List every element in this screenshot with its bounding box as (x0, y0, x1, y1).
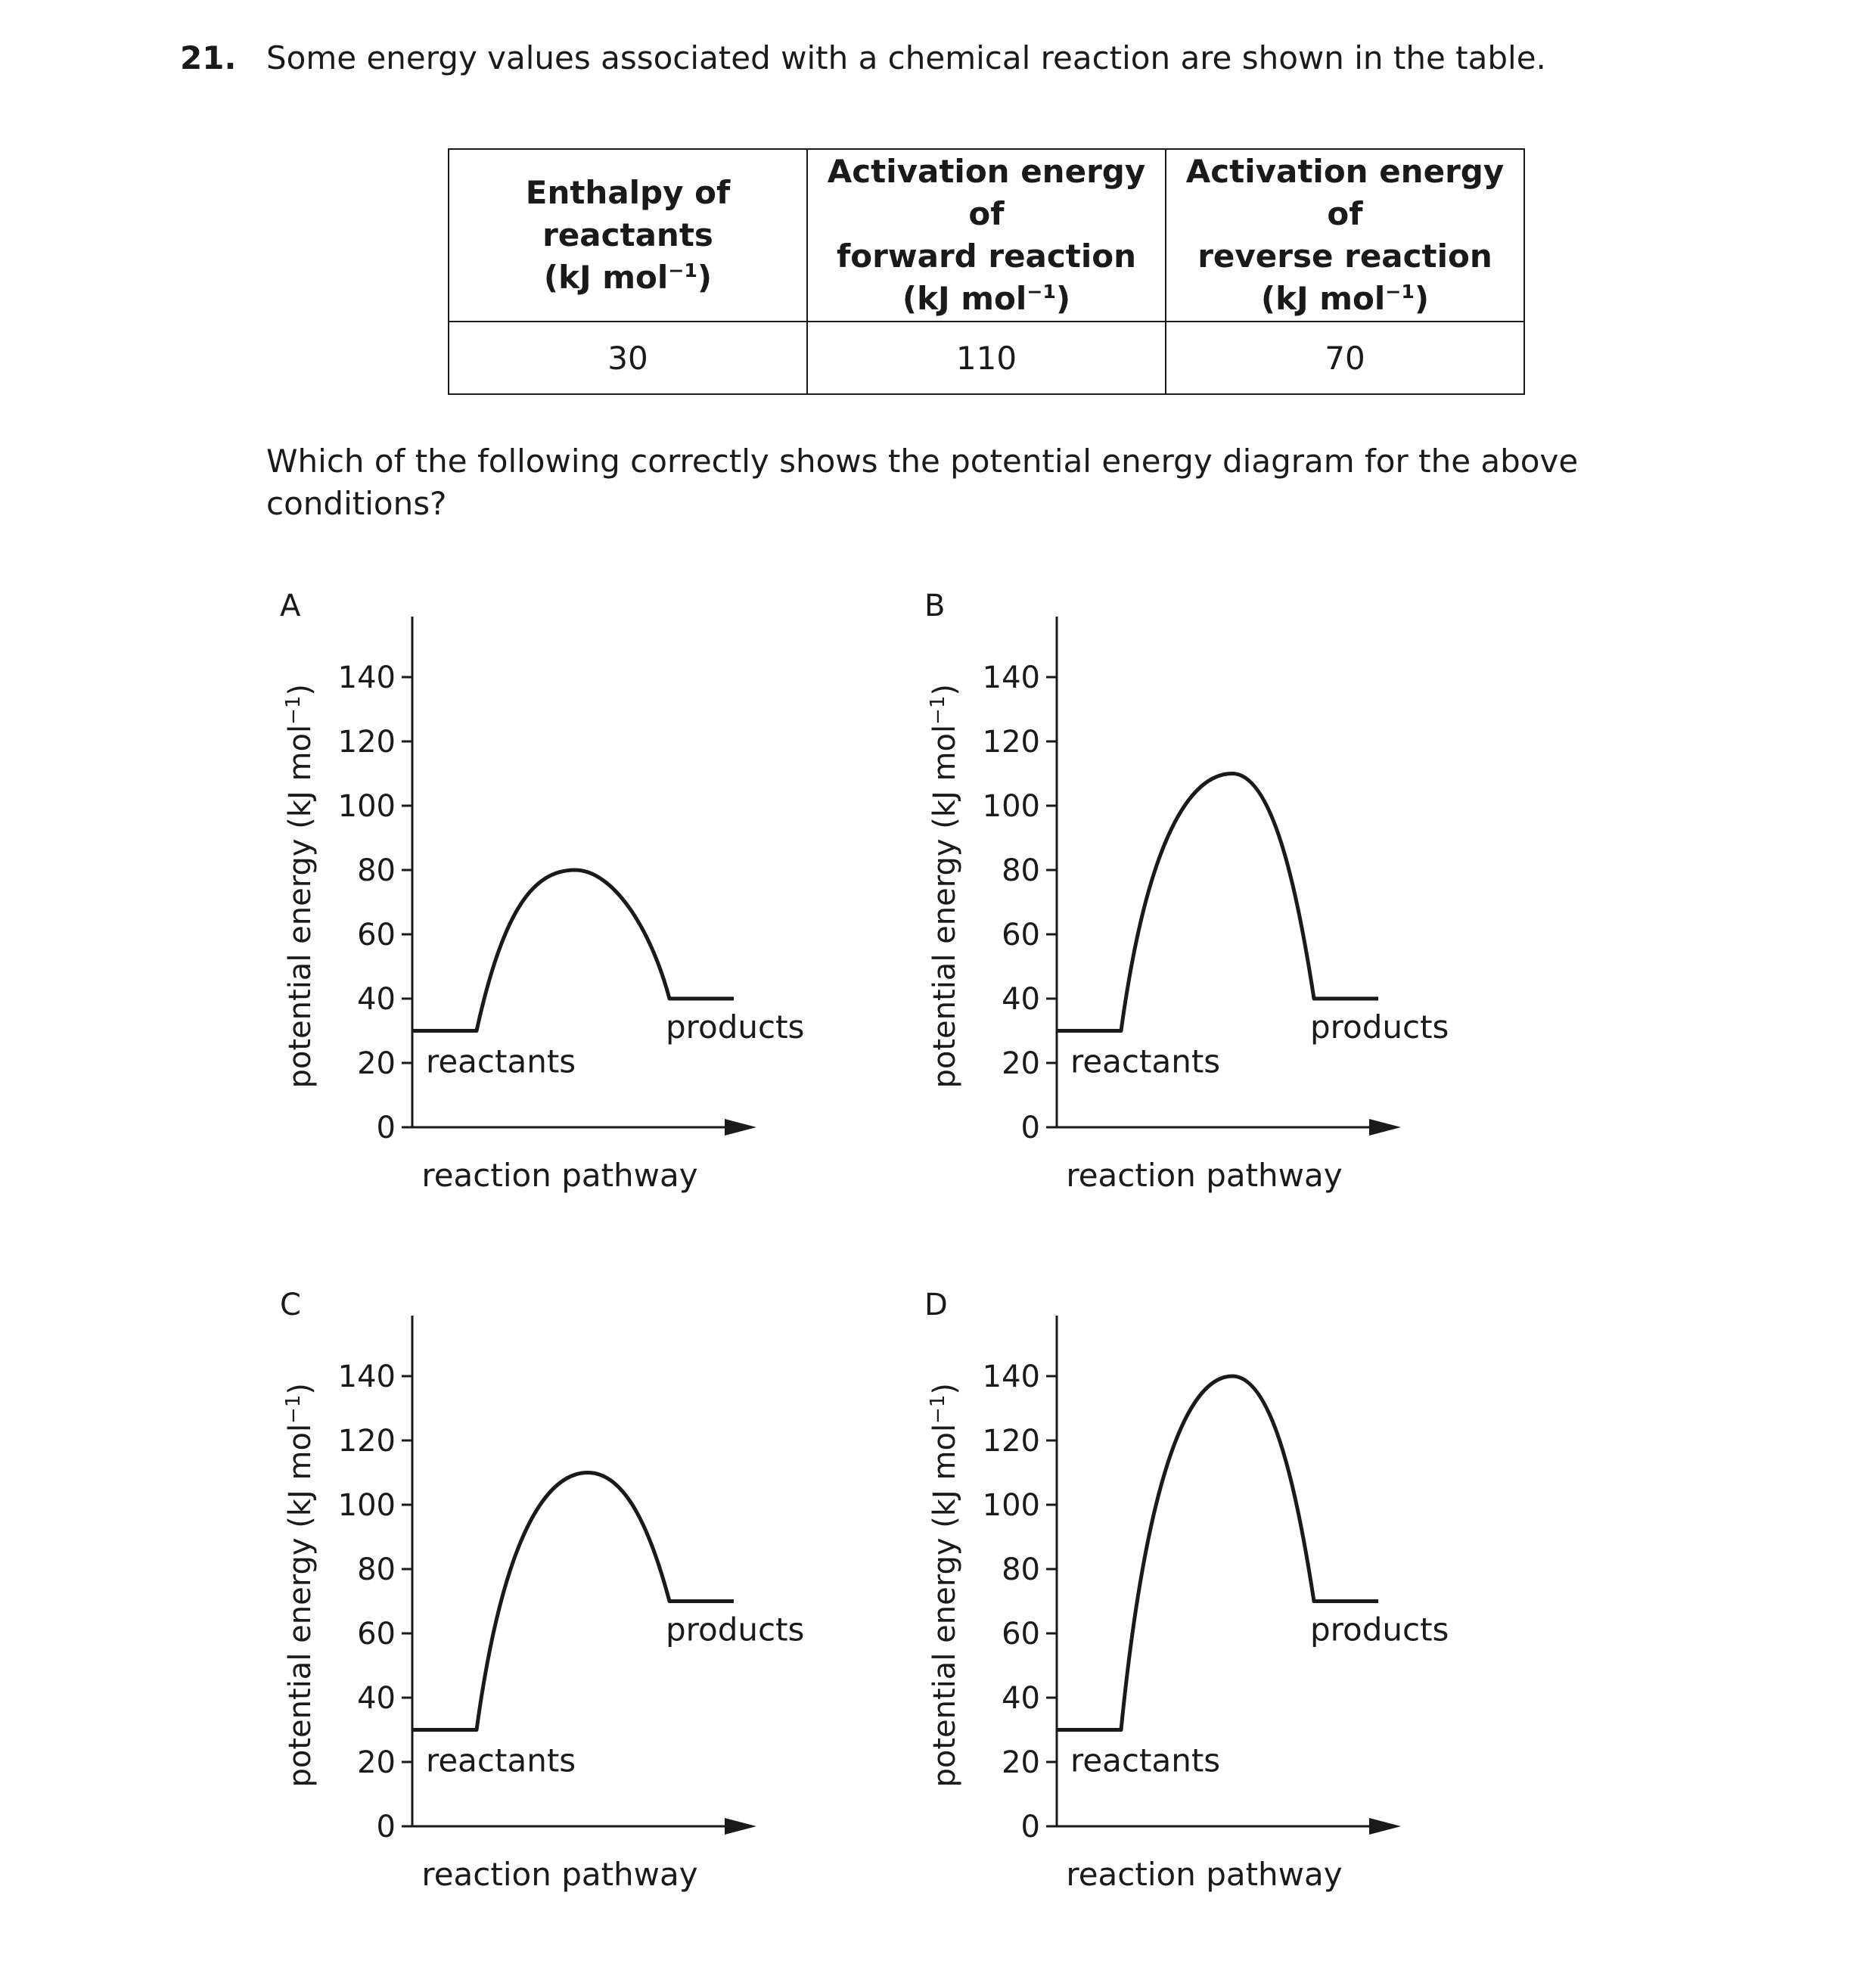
products-label: products (666, 1008, 805, 1046)
header-unit-exponent: −1 (1385, 281, 1415, 303)
y-tick-label: 0 (376, 1111, 396, 1145)
header-unit-exponent: −1 (668, 259, 697, 281)
y-tick-label: 120 (337, 725, 396, 760)
energy-profile-curve (1057, 774, 1378, 1031)
option-label-c[interactable]: C (280, 1288, 301, 1322)
question-stem: Some energy values associated with a chemical reaction are shown in the table. (266, 39, 1546, 76)
header-unit-close: ) (1414, 280, 1430, 317)
question-number: 21. (180, 39, 237, 76)
products-label: products (1310, 1008, 1449, 1046)
reactants-label: reactants (1070, 1742, 1221, 1779)
energy-profile-curve (1057, 1376, 1378, 1730)
value-reverse-activation: 70 (1166, 322, 1524, 394)
x-axis-arrowhead (1369, 1119, 1401, 1136)
value-enthalpy: 30 (449, 322, 807, 394)
y-tick-label: 0 (376, 1810, 396, 1844)
option-label-a[interactable]: A (280, 589, 301, 623)
header-unit-close: ) (1055, 280, 1071, 317)
y-tick-label: 80 (357, 853, 396, 888)
y-axis-label-exponent: −1 (927, 695, 949, 725)
y-tick-label: 20 (357, 1745, 396, 1780)
y-tick-label: 140 (337, 1359, 396, 1394)
y-tick-label: 80 (1002, 1552, 1040, 1587)
y-tick-label: 40 (357, 982, 396, 1017)
x-axis-label: reaction pathway (421, 1157, 698, 1194)
y-tick-label: 0 (1020, 1111, 1040, 1145)
y-axis-label-text: potential energy (kJ mol (283, 724, 318, 1089)
y-axis-label-text: potential energy (kJ mol (927, 1423, 962, 1788)
y-axis-label (282, 684, 318, 1089)
header-unit: (kJ mol (543, 259, 669, 296)
y-tick-label: 120 (982, 1424, 1040, 1459)
y-tick-label: 80 (1002, 853, 1040, 888)
y-tick-label: 120 (337, 1424, 396, 1459)
option-label-d[interactable]: D (924, 1288, 948, 1322)
y-axis-label-text: potential energy (kJ mol (283, 1423, 318, 1788)
y-axis-label-text: potential energy (kJ mol (927, 724, 962, 1089)
y-tick-label: 40 (1002, 982, 1040, 1017)
y-axis-label-close: ) (927, 683, 962, 696)
y-axis-label (282, 1383, 318, 1788)
header-unit: (kJ mol (902, 280, 1027, 317)
y-tick-label: 20 (1002, 1745, 1040, 1780)
header-forward-activation (807, 149, 1166, 322)
y-tick-label: 20 (1002, 1046, 1040, 1081)
x-axis-arrowhead (725, 1818, 756, 1835)
prompt-line-2: conditions? (266, 485, 447, 522)
y-axis-label (927, 684, 962, 1089)
y-tick-label: 0 (1020, 1810, 1040, 1844)
y-tick-label: 40 (1002, 1681, 1040, 1716)
x-axis-arrowhead (1369, 1818, 1401, 1835)
y-tick-label: 60 (357, 1617, 396, 1652)
y-tick-label: 100 (337, 1488, 396, 1523)
y-tick-label: 60 (1002, 1617, 1040, 1652)
x-axis-label: reaction pathway (1066, 1856, 1343, 1893)
reactants-label: reactants (1070, 1043, 1221, 1080)
energy-diagram-d (909, 1304, 1449, 1910)
x-axis-arrowhead (725, 1119, 756, 1136)
header-line: reactants (542, 216, 713, 253)
header-line: Activation energy of (827, 153, 1146, 232)
products-label: products (666, 1611, 805, 1648)
reactants-label: reactants (426, 1043, 576, 1080)
y-tick-label: 60 (1002, 918, 1040, 952)
y-tick-label: 60 (357, 918, 396, 952)
header-reverse-activation (1166, 149, 1524, 322)
header-line: Activation energy of (1185, 153, 1505, 232)
y-tick-label: 140 (982, 660, 1040, 695)
option-label-b[interactable]: B (924, 589, 946, 623)
table-header-row (449, 149, 1524, 322)
x-axis-label: reaction pathway (1066, 1157, 1343, 1194)
prompt-line-1: Which of the following correctly shows the potential energy diagram for the above (266, 443, 1579, 480)
header-enthalpy (449, 149, 807, 322)
header-unit: (kJ mol (1260, 280, 1386, 317)
y-tick-label: 100 (982, 789, 1040, 824)
y-axis-label-exponent: −1 (282, 1394, 305, 1424)
y-tick-label: 20 (357, 1046, 396, 1081)
y-axis-label-close: ) (283, 683, 318, 696)
energy-table (448, 148, 1525, 395)
reactants-label: reactants (426, 1742, 576, 1779)
table-value-row (449, 322, 1524, 394)
y-axis-label-close: ) (283, 1382, 318, 1395)
energy-profile-curve (412, 870, 734, 1031)
header-unit-close: ) (697, 259, 713, 296)
y-axis-label (927, 1383, 962, 1788)
y-tick-label: 140 (337, 660, 396, 695)
energy-profile-curve (412, 1473, 734, 1730)
products-label: products (1310, 1611, 1449, 1648)
y-axis-label-exponent: −1 (282, 695, 305, 725)
y-tick-label: 100 (337, 789, 396, 824)
energy-diagram-c (265, 1304, 805, 1910)
question-prompt (266, 440, 1628, 525)
y-tick-label: 40 (357, 1681, 396, 1716)
value-forward-activation: 110 (807, 322, 1166, 394)
header-line: reverse reaction (1197, 238, 1492, 275)
header-unit-exponent: −1 (1027, 281, 1056, 303)
energy-diagram-b (909, 605, 1449, 1210)
y-tick-label: 120 (982, 725, 1040, 760)
header-line: Enthalpy of (525, 174, 731, 211)
y-tick-label: 140 (982, 1359, 1040, 1394)
y-tick-label: 100 (982, 1488, 1040, 1523)
x-axis-label: reaction pathway (421, 1856, 698, 1893)
y-axis-label-exponent: −1 (927, 1394, 949, 1424)
energy-diagram-a (265, 605, 805, 1210)
y-tick-label: 80 (357, 1552, 396, 1587)
header-line: forward reaction (836, 238, 1137, 275)
y-axis-label-close: ) (927, 1382, 962, 1395)
